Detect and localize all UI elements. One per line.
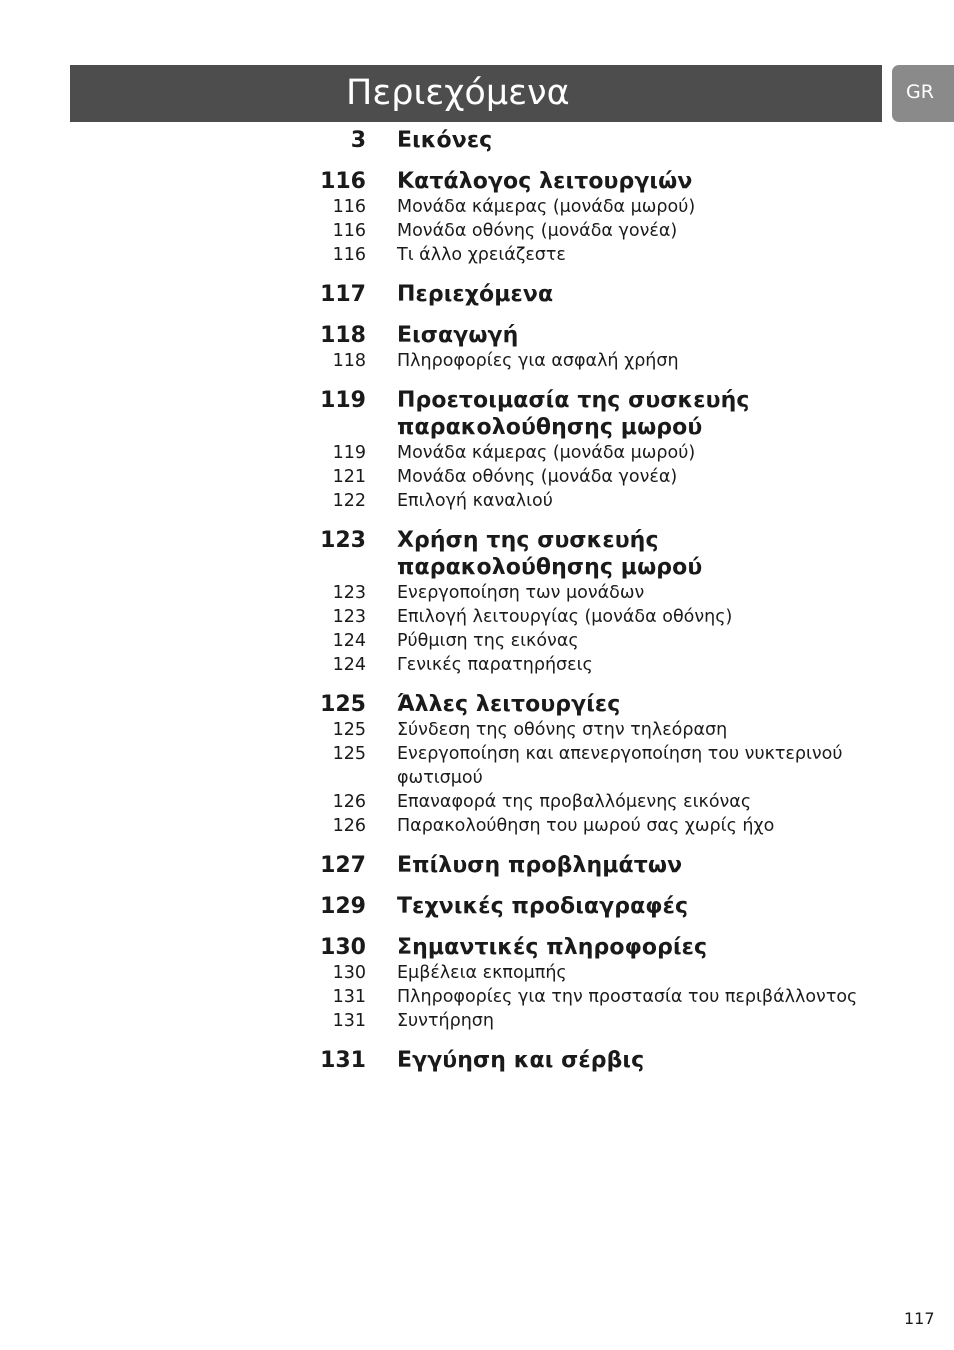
- toc-subentry[interactable]: [0, 349, 954, 373]
- toc-entry-page: 3: [350, 128, 366, 153]
- toc-entry-title: Εγγύηση και σέρβις: [397, 1048, 645, 1073]
- toc-subentry[interactable]: [0, 219, 954, 243]
- toc-section: [0, 322, 954, 373]
- toc-subentry-page: 116: [332, 221, 366, 241]
- toc-subentry-page: 131: [332, 987, 366, 1007]
- toc-subentry[interactable]: [0, 465, 954, 489]
- toc-subentry-page: 125: [332, 720, 366, 740]
- toc-subentry-page: 124: [332, 631, 366, 651]
- toc-section: [0, 168, 954, 267]
- toc-subentry-page: 124: [332, 655, 366, 675]
- toc-subentry-page: 130: [332, 963, 366, 983]
- toc-entry-page: 116: [320, 169, 366, 194]
- toc-entry-title: Τεχνικές προδιαγραφές: [397, 894, 689, 919]
- toc-entry-title: Άλλες λειτουργίες: [397, 692, 621, 717]
- toc-entry[interactable]: [0, 691, 954, 718]
- toc-entry[interactable]: [0, 322, 954, 349]
- toc-subentry-title: Ρύθμιση της εικόνας: [397, 631, 579, 651]
- toc-entry[interactable]: [0, 1047, 954, 1074]
- toc-entry-page: 129: [320, 894, 366, 919]
- toc-subentry-page: 123: [332, 583, 366, 603]
- toc-entry-title: Χρήση της συσκευής παρακολούθησης μωρού: [397, 528, 703, 580]
- toc-section: [0, 127, 954, 154]
- toc-subentry-title: Μονάδα κάμερας (μονάδα μωρού): [397, 197, 696, 217]
- toc-section: [0, 852, 954, 879]
- toc-entry-title: Κατάλογος λειτουργιών: [397, 169, 693, 194]
- language-label: GR: [906, 81, 934, 103]
- toc-entry-page: 118: [320, 323, 366, 348]
- page-title: Περιεχόμενα: [346, 73, 570, 113]
- toc-subentry[interactable]: [0, 243, 954, 267]
- toc-entry-page: 123: [320, 528, 366, 553]
- toc-subentry-page: 126: [332, 816, 366, 836]
- page-number: 117: [904, 1309, 935, 1328]
- toc-entry[interactable]: [0, 852, 954, 879]
- toc-subentry-title: Επιλογή καναλιού: [397, 491, 553, 511]
- toc-subentry[interactable]: [0, 441, 954, 465]
- toc-subentry[interactable]: [0, 581, 954, 605]
- toc-subentry[interactable]: [0, 814, 954, 838]
- toc-subentry-page: 122: [332, 491, 366, 511]
- toc-section: [0, 1047, 954, 1074]
- toc-entry[interactable]: [0, 893, 954, 920]
- toc-subentry-title: Επιλογή λειτουργίας (μονάδα οθόνης): [397, 607, 733, 627]
- toc-subentry[interactable]: [0, 605, 954, 629]
- toc-section: [0, 281, 954, 308]
- title-bar: [70, 65, 882, 122]
- toc-entry[interactable]: [0, 281, 954, 308]
- toc-subentry-title: Πληροφορίες για την προστασία του περιβάλλοντος: [397, 987, 858, 1007]
- toc-section: [0, 691, 954, 838]
- toc-entry[interactable]: [0, 168, 954, 195]
- toc-entry-title: Εικόνες: [397, 128, 493, 153]
- toc-entry-page: 117: [320, 282, 366, 307]
- toc-subentry-title: Μονάδα οθόνης (μονάδα γονέα): [397, 467, 678, 487]
- toc-entry[interactable]: [0, 127, 954, 154]
- toc-entry-page: 119: [320, 388, 366, 413]
- toc-subentry[interactable]: [0, 718, 954, 742]
- toc-section: [0, 387, 954, 513]
- toc-subentry[interactable]: [0, 653, 954, 677]
- toc-subentry-page: 123: [332, 607, 366, 627]
- toc-entry[interactable]: [0, 387, 954, 441]
- toc-subentry[interactable]: [0, 742, 954, 790]
- toc-entry-title: Εισαγωγή: [397, 323, 519, 348]
- toc-entry-page: 130: [320, 935, 366, 960]
- toc-subentry-page: 119: [332, 443, 366, 463]
- toc-subentry[interactable]: [0, 790, 954, 814]
- toc-subentry[interactable]: [0, 195, 954, 219]
- toc-section: [0, 527, 954, 677]
- toc-subentry-title: Γενικές παρατηρήσεις: [397, 655, 593, 675]
- table-of-contents: [0, 127, 954, 1074]
- toc-subentry-page: 126: [332, 792, 366, 812]
- toc-entry-page: 125: [320, 692, 366, 717]
- toc-subentry-title: Τι άλλο χρειάζεστε: [397, 245, 566, 265]
- toc-entry-title: Περιεχόμενα: [397, 282, 554, 307]
- toc-entry[interactable]: [0, 934, 954, 961]
- toc-entry[interactable]: [0, 527, 954, 581]
- toc-subentry-title: Εμβέλεια εκπομπής: [397, 963, 567, 983]
- toc-subentry-page: 131: [332, 1011, 366, 1031]
- toc-subentry[interactable]: [0, 961, 954, 985]
- toc-subentry-title: Μονάδα κάμερας (μονάδα μωρού): [397, 443, 696, 463]
- toc-entry-title: Επίλυση προβλημάτων: [397, 853, 683, 878]
- toc-subentry-title: Πληροφορίες για ασφαλή χρήση: [397, 351, 679, 371]
- toc-subentry-page: 121: [332, 467, 366, 487]
- toc-entry-page: 131: [320, 1048, 366, 1073]
- toc-subentry-title: Ενεργοποίηση των μονάδων: [397, 583, 645, 603]
- toc-subentry-page: 125: [332, 744, 366, 764]
- toc-section: [0, 934, 954, 1033]
- toc-subentry[interactable]: [0, 985, 954, 1009]
- toc-subentry-title: Σύνδεση της οθόνης στην τηλεόραση: [397, 720, 728, 740]
- toc-subentry[interactable]: [0, 629, 954, 653]
- toc-subentry[interactable]: [0, 489, 954, 513]
- toc-subentry[interactable]: [0, 1009, 954, 1033]
- language-tab: [892, 65, 954, 122]
- toc-subentry-title: Επαναφορά της προβαλλόμενης εικόνας: [397, 792, 752, 812]
- toc-section: [0, 893, 954, 920]
- toc-entry-title: Προετοιμασία της συσκευής παρακολούθησης μωρού: [397, 388, 750, 440]
- toc-subentry-title: Παρακολούθηση του μωρού σας χωρίς ήχο: [397, 816, 775, 836]
- toc-subentry-page: 116: [332, 245, 366, 265]
- toc-subentry-page: 118: [332, 351, 366, 371]
- toc-entry-page: 127: [320, 853, 366, 878]
- toc-entry-title: Σημαντικές πληροφορίες: [397, 935, 708, 960]
- toc-subentry-page: 116: [332, 197, 366, 217]
- toc-subentry-title: Μονάδα οθόνης (μονάδα γονέα): [397, 221, 678, 241]
- toc-subentry-title: Ενεργοποίηση και απενεργοποίηση του νυκτερινού φωτισμού: [397, 744, 843, 788]
- toc-subentry-title: Συντήρηση: [397, 1011, 494, 1031]
